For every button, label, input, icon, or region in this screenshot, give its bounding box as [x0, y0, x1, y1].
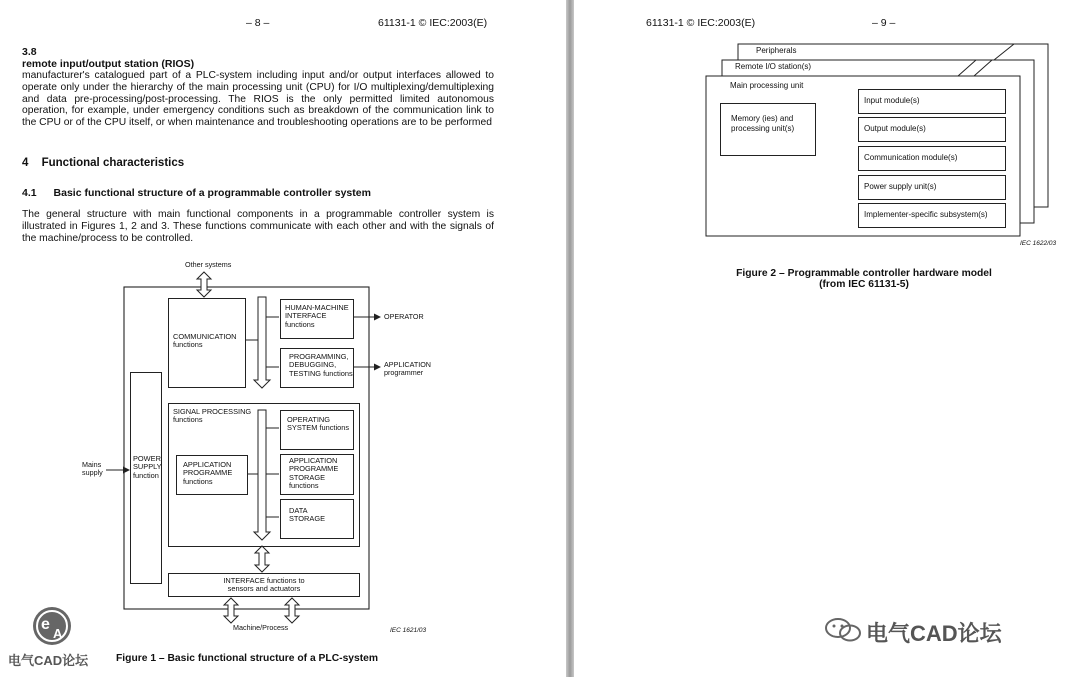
wechat-icon: [824, 616, 864, 644]
application-programme-box: [176, 455, 248, 495]
main-unit-label: Main processing unit: [730, 81, 804, 90]
section-3-8-number: 3.8: [22, 46, 37, 58]
programming-box: [280, 348, 354, 388]
interface-arrow: [255, 546, 269, 572]
operator-label: OPERATOR: [384, 312, 424, 321]
programming-label: PROGRAMMING, DEBUGGING, TESTING functions: [289, 352, 353, 378]
hmi-box: [280, 299, 354, 339]
section-4-title: Functional characteristics: [41, 157, 185, 169]
module-box-4: [858, 175, 1006, 200]
module-label-2: Output module(s): [864, 124, 926, 133]
memory-box: [720, 103, 816, 156]
section-3-8-definition: manufacturer's catalogued part of a PLC-system including input and/or output interfaces allowed to operate only under the hierarchy of the main processing unit (CPU) for I/O multiplexing/demultiplexing and data pre-processing/post-processing. The RIOS is the only permitted limited autonomous operation, for example, under emergency conditions such as breakdown of the communication link to the CPU or of the CPU itself, or when maintenance and troubleshooting operations are to be performed: [22, 70, 494, 129]
module-box-1: [858, 89, 1006, 114]
programme-storage-box: [280, 454, 354, 495]
figure-2-diagram: [574, 0, 1080, 677]
page-number-left: – 8 –: [246, 17, 270, 29]
mains-supply-label: Mains supply: [82, 460, 103, 478]
interface-box: [168, 573, 360, 597]
page-number-right: – 9 –: [872, 17, 896, 29]
module-label-3: Communication module(s): [864, 153, 958, 162]
figure-2-caption-line2: (from IEC 61131-5): [819, 279, 909, 290]
section-3-8-term: remote input/output station (RIOS): [22, 58, 195, 70]
figure-2-caption-line1: Figure 2 – Programmable controller hardware model: [736, 268, 992, 279]
watermark-logo-icon: [30, 604, 76, 648]
module-label-4: Power supply unit(s): [864, 182, 937, 191]
signal-processing-label: SIGNAL PROCESSING functions: [173, 407, 252, 425]
figure-2-iec-ref: IEC 1622/03: [1020, 240, 1057, 247]
module-box-3: [858, 146, 1006, 171]
module-label-5: Implementer-specific subsystem(s): [864, 210, 988, 219]
power-supply-label: POWER SUPPLY function: [133, 454, 162, 480]
comm-bus-arrow: [254, 297, 270, 388]
watermark-logo: [30, 604, 76, 648]
wechat-icon-svg: [824, 616, 864, 644]
section-4-1-text: The general structure with main functional components in a programmable controller system is illustrated in Figures 1, 2 and 3. These functions communicate with each other and with the signals of the machine/process to be controlled.: [22, 209, 494, 244]
section-4-1-title: Basic functional structure of a programmable controller system: [53, 187, 371, 199]
hmi-label: HUMAN-MACHINE INTERFACE functions: [285, 303, 349, 329]
section-4-1-number: 4.1: [22, 187, 37, 199]
watermark-label-left: 电气CAD论坛: [8, 653, 89, 668]
other-systems-label: Other systems: [185, 260, 232, 269]
section-4-number: 4: [22, 157, 29, 169]
machine-arrow-1: [224, 598, 238, 623]
peripherals-label: Peripherals: [756, 46, 797, 55]
operating-system-box: [280, 410, 354, 450]
memory-label: Memory (ies) and processing unit(s): [731, 114, 795, 133]
module-label-1: Input module(s): [864, 96, 920, 105]
figure-1-caption: Figure 1 – Basic functional structure of a PLC-system: [116, 653, 379, 664]
machine-arrow-2: [285, 598, 299, 623]
svg-text:e: e: [41, 616, 50, 633]
remote-io-label: Remote I/O station(s): [735, 62, 812, 71]
right-page: [574, 0, 1080, 677]
page-divider: [566, 0, 574, 677]
data-storage-box: [280, 499, 354, 539]
doc-ref-left: 61131-1 © IEC:2003(E): [378, 17, 488, 29]
module-box-5: [858, 203, 1006, 228]
communication-label: COMMUNICATION functions: [173, 332, 237, 350]
programme-storage-label: APPLICATION PROGRAMME STORAGE functions: [289, 456, 339, 491]
power-supply-box: [130, 372, 162, 584]
doc-ref-right: 61131-1 © IEC:2003(E): [646, 17, 756, 29]
module-box-2: [858, 117, 1006, 142]
application-programme-label: APPLICATION PROGRAMME functions: [183, 460, 233, 486]
application-programmer-label: APPLICATION programmer: [384, 360, 431, 378]
figure-1-iec-ref: IEC 1621/03: [390, 627, 427, 634]
figure-2-caption: [734, 268, 994, 290]
data-storage-label: DATA STORAGE: [289, 506, 326, 524]
operating-system-label: OPERATING SYSTEM functions: [287, 415, 350, 433]
other-systems-arrow: [197, 272, 211, 297]
interface-label: INTERFACE functions to sensors and actuators: [223, 576, 305, 594]
watermark-label-right: 电气CAD论坛: [866, 621, 1002, 646]
communication-box: [168, 298, 246, 388]
machine-process-label: Machine/Process: [233, 623, 289, 632]
svg-text:A: A: [53, 626, 63, 641]
